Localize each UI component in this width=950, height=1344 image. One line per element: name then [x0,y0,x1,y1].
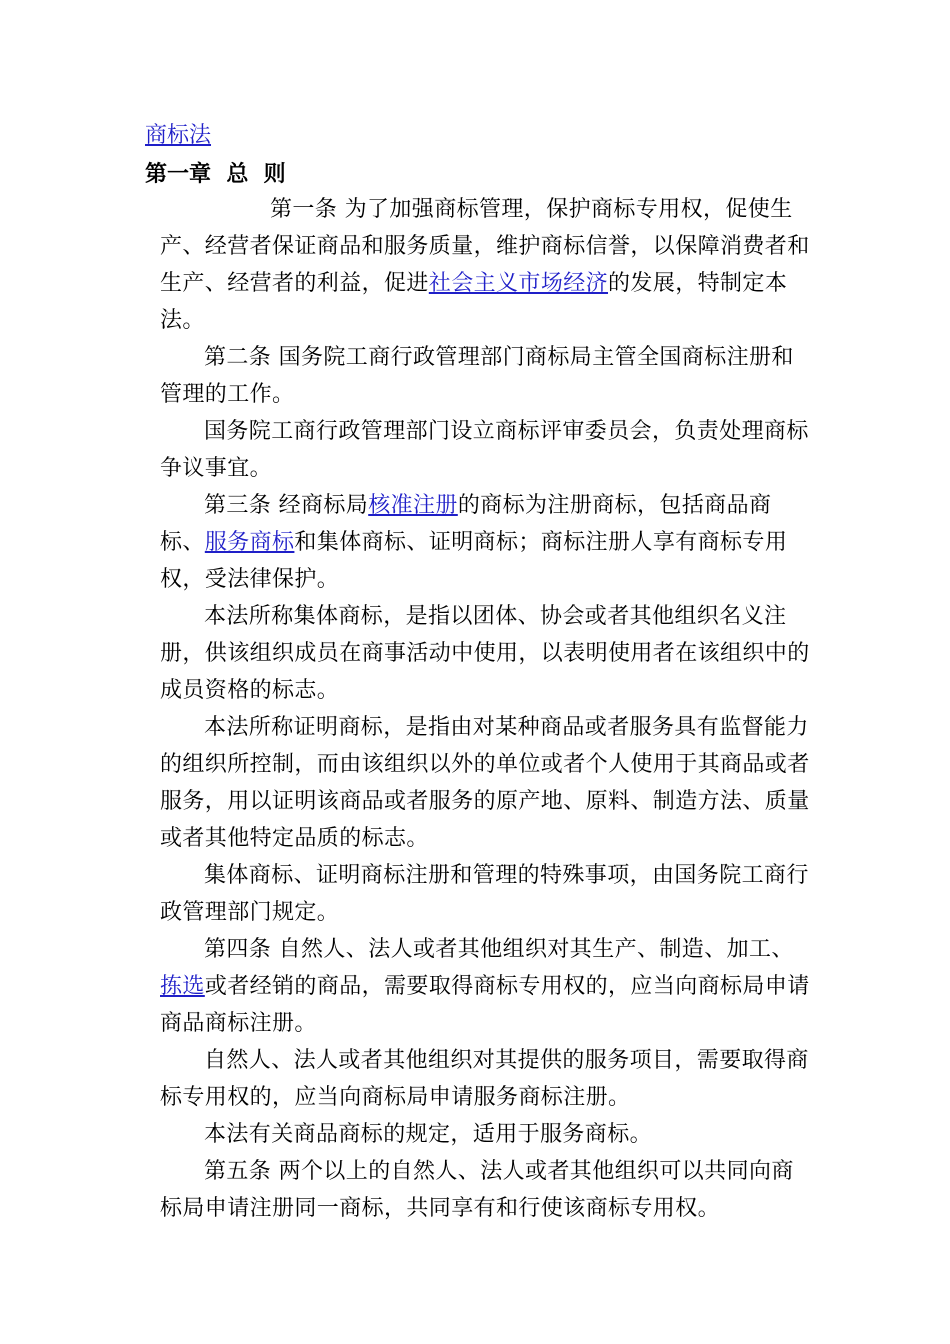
paragraph-text: 第一条 为了加强商标管理，保护商标专用权，促使生产、经营者保证商品和服务质量，维护商标信誉，以保障消费者和生产、经营者的利益，促进 [160,197,810,296]
paragraph [160,857,810,931]
paragraph [160,1042,810,1116]
paragraph-text: 本法所称证明商标，是指由对某种商品或者服务具有监督能力的组织所控制，而由该组织以外的单位或者个人使用于其商品或者服务，用以证明该商品或者服务的原产地、原料、制造方法、质量或者其他特定品质的标志。 [160,715,810,851]
paragraph [160,931,810,1042]
paragraph-text: 本法有关商品商标的规定，适用于服务商标。 [204,1122,653,1147]
paragraph [160,598,810,709]
inline-term-link[interactable]: 拣选 [160,974,205,999]
inline-term-link[interactable]: 服务商标 [204,530,295,555]
chapter-heading: 第一章 总 则 [145,161,286,187]
paragraph-text: 第五条 两个以上的自然人、法人或者其他组织可以共同向商标局申请注册同一商标，共同享有和行使该商标专用权。 [160,1159,794,1221]
paragraph-text: 第三条 经商标局 [204,493,369,518]
paragraph-text: 本法所称集体商标，是指以团体、协会或者其他组织名义注册，供该组织成员在商事活动中使用，以表明使用者在该组织中的成员资格的标志。 [160,604,810,703]
paragraph [160,709,810,857]
paragraph-text: 的商标为注册商标，包括商品商标、 [160,493,772,555]
paragraph-text: 国务院工商行政管理部门设立商标评审委员会，负责处理商标争议事宜。 [160,419,809,481]
inline-term-link[interactable]: 核准注册 [368,493,458,518]
paragraph-text: 或者经销的商品，需要取得商标专用权的，应当向商标局申请商品商标注册。 [160,974,810,1036]
paragraph-text: 第四条 自然人、法人或者其他组织对其生产、制造、加工、 [204,937,794,962]
paragraph [160,413,810,487]
paragraph-text: 第二条 国务院工商行政管理部门商标局主管全国商标注册和管理的工作。 [160,345,794,407]
paragraph [160,339,810,413]
paragraph-text: 的发展，特制定本法。 [160,271,788,333]
paragraph [160,1116,810,1153]
paragraph [160,1153,810,1227]
paragraph-text: 和集体商标、证明商标；商标注册人享有商标专用权，受法律保护。 [160,530,788,592]
inline-term-link[interactable]: 社会主义市场经济 [428,271,609,296]
paragraph [160,191,810,339]
paragraph [160,487,810,598]
article-body [160,191,810,1227]
paragraph-text: 集体商标、证明商标注册和管理的特殊事项，由国务院工商行政管理部门规定。 [160,863,809,925]
paragraph-text: 自然人、法人或者其他组织对其提供的服务项目，需要取得商标专用权的，应当向商标局申请服务商标注册。 [160,1048,809,1110]
law-title-link[interactable]: 商标法 [145,123,212,148]
